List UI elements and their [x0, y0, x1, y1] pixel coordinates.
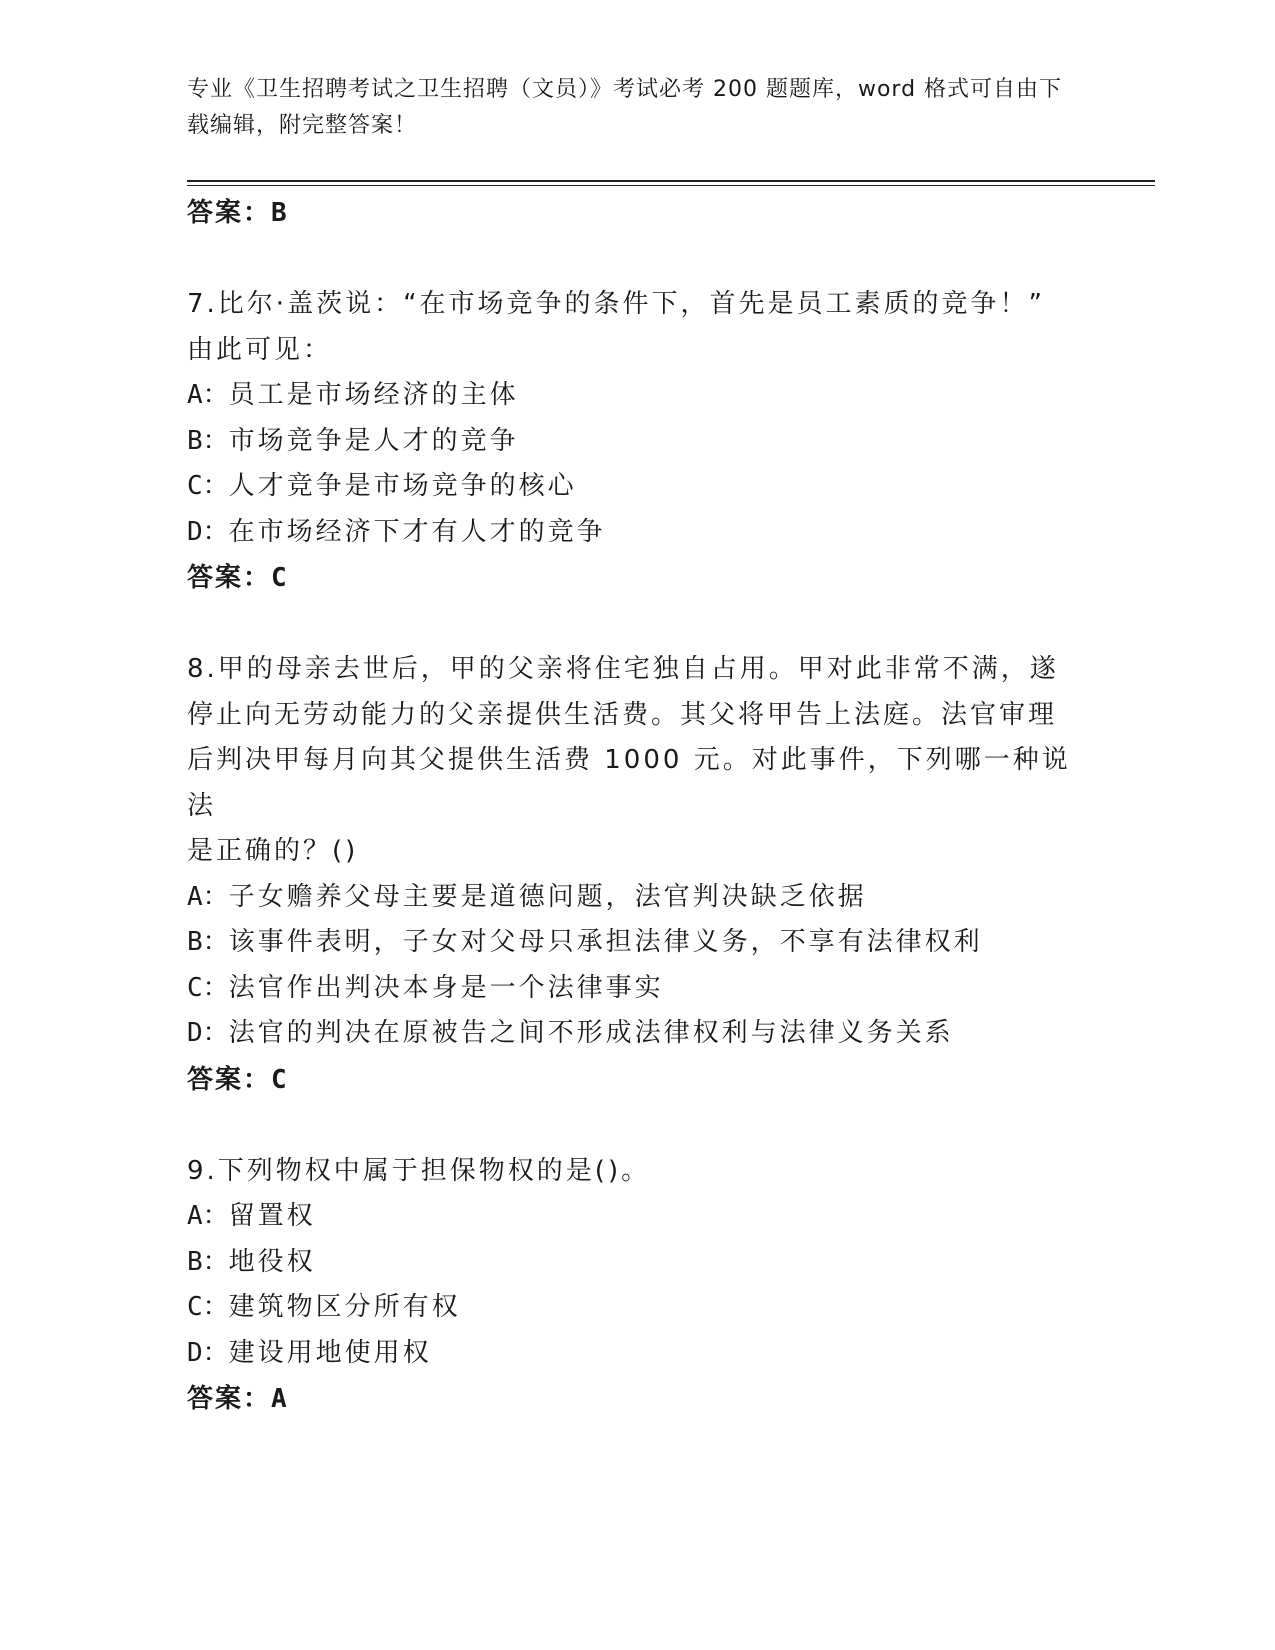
question-text: 是正确的？(): [187, 836, 359, 866]
question-text: 由此可见：: [187, 334, 333, 365]
option-item: [187, 1331, 1087, 1377]
option-label: C：: [187, 972, 229, 1003]
option-item: [187, 920, 1087, 966]
question-block: [187, 647, 1087, 1103]
option-label: D：: [187, 1018, 229, 1048]
question-text: 停止向无劳动能力的父亲提供生活费。其父将甲告上法庭。法官审理: [187, 699, 1058, 730]
page-header: 专业《卫生招聘考试之卫生招聘（文员）》考试必考 200 题题库，word 格式可自由下载编辑，附完整答案！: [187, 77, 1063, 138]
option-item: [187, 966, 1087, 1012]
question-list: [187, 190, 1087, 1422]
option-text: 市场竞争是人才的竞争: [228, 425, 519, 456]
option-item: [187, 1194, 1087, 1240]
option-label: D：: [187, 516, 229, 547]
option-label: A：: [187, 1201, 229, 1231]
option-item: [187, 419, 1087, 465]
option-item: [187, 373, 1087, 419]
option-label: B：: [187, 1246, 229, 1277]
answer-line: 答案：C: [187, 563, 289, 593]
option-text: 该事件表明，子女对父母只承担法律义务，不享有法律权利: [228, 927, 983, 957]
option-label: A：: [187, 380, 229, 410]
answer-previous: 答案：B: [187, 198, 289, 228]
option-label: D：: [187, 1337, 229, 1368]
option-label: B：: [187, 927, 229, 957]
option-text: 员工是市场经济的主体: [228, 380, 519, 410]
question-block: [187, 1149, 1087, 1423]
option-text: 子女赡养父母主要是道德问题，法官判决缺乏依据: [228, 881, 867, 912]
option-item: [187, 464, 1087, 510]
option-text: 建筑物区分所有权: [228, 1292, 461, 1322]
option-item: [187, 510, 1087, 556]
answer-line: 答案：C: [187, 1064, 289, 1095]
option-text: 地役权: [228, 1246, 316, 1277]
option-label: C：: [187, 471, 229, 501]
option-item: [187, 875, 1087, 921]
header-divider: [187, 180, 1155, 186]
option-label: A：: [187, 881, 229, 912]
question-text: 9.下列物权中属于担保物权的是()。: [187, 1155, 651, 1186]
option-text: 建设用地使用权: [228, 1337, 432, 1368]
answer-line: 答案：A: [187, 1384, 289, 1414]
option-item: [187, 1285, 1087, 1331]
option-text: 留置权: [228, 1201, 316, 1231]
option-text: 在市场经济下才有人才的竞争: [228, 516, 606, 547]
option-label: B：: [187, 425, 229, 456]
question-block: [187, 282, 1087, 601]
question-text: 7.比尔·盖茨说：“在市场竞争的条件下，首先是员工素质的竞争！”: [187, 289, 1046, 319]
option-text: 法官的判决在原被告之间不形成法律权利与法律义务关系: [228, 1018, 954, 1048]
question-text: 后判决甲每月向其父提供生活费 1000 元。对此事件，下列哪一种说法: [187, 745, 1071, 821]
option-label: C：: [187, 1292, 229, 1322]
option-item: [187, 1240, 1087, 1286]
option-text: 法官作出判决本身是一个法律事实: [228, 972, 664, 1003]
question-text: 8.甲的母亲去世后，甲的父亲将住宅独自占用。甲对此非常不满，遂: [187, 654, 1059, 684]
option-text: 人才竞争是市场竞争的核心: [228, 471, 577, 501]
option-item: [187, 1011, 1087, 1057]
